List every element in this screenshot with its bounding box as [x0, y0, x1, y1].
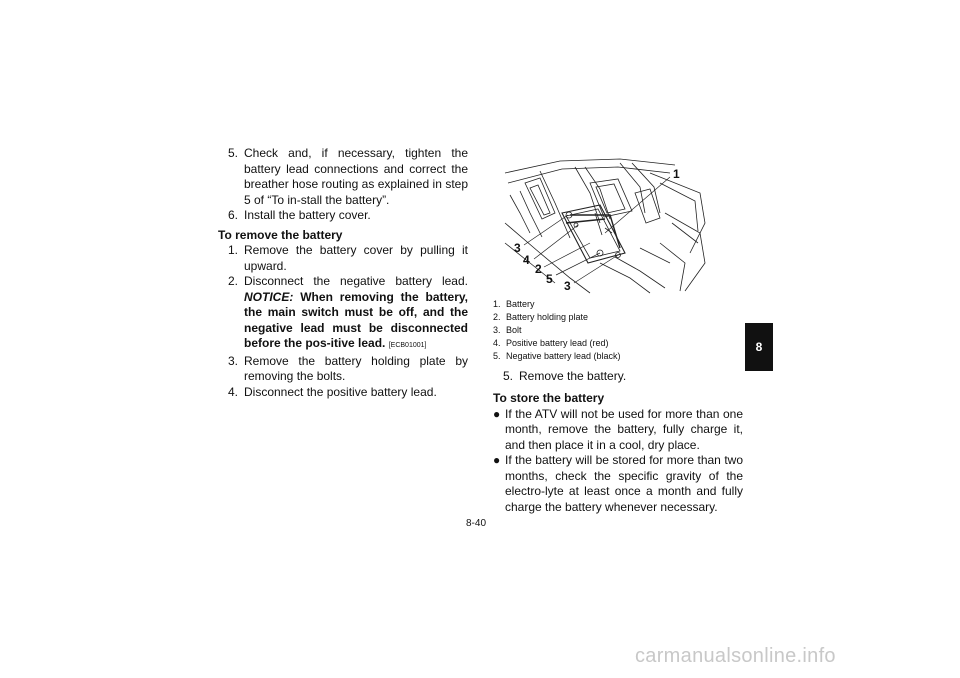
step-item-5 — [218, 146, 468, 208]
store-section — [493, 391, 743, 515]
step-number: 4. — [227, 384, 238, 399]
caption-item — [493, 324, 743, 337]
step-text: Disconnect the negative battery lead. — [244, 274, 468, 288]
notice-text: When removing the battery, the main switch must be off, and the negative lead must be disconnected before the pos-itive lead. — [244, 289, 468, 350]
step-text: Remove the battery holding plate by removing the bolts. — [244, 353, 468, 383]
store-bullet-1 — [493, 407, 743, 454]
left-column — [218, 146, 468, 400]
remove-battery-heading: To remove the battery — [218, 227, 343, 242]
caption-item — [493, 337, 743, 350]
step-number: 6. — [227, 208, 238, 222]
callout-4: 4 — [523, 253, 530, 267]
chapter-tab-label: 8 — [755, 340, 763, 354]
step-number: 3. — [227, 353, 238, 368]
bullet-icon: ● — [493, 406, 501, 421]
caption-text: Negative battery lead (black) — [506, 351, 621, 361]
caption-number: 3. — [493, 325, 501, 335]
bullet-text: If the battery will be stored for more than two months, check the specific gravity of the electro-lyte at least once a month and fully charge the battery whenever necessary. — [505, 453, 743, 514]
step-item-6 — [218, 208, 468, 224]
remove-step-2 — [218, 274, 468, 354]
caption-number: 4. — [493, 338, 501, 348]
callout-5: 5 — [546, 272, 553, 286]
caption-text: Positive battery lead (red) — [506, 338, 609, 348]
caption-number: 5. — [493, 351, 501, 361]
caption-number: 2. — [493, 312, 501, 322]
figure-caption — [493, 298, 743, 363]
step-text-with-notice — [244, 274, 468, 354]
callout-2: 2 — [535, 262, 542, 276]
step-number: 5. — [227, 146, 238, 160]
step-number: 1. — [227, 243, 238, 257]
step-text: Remove the battery. — [519, 369, 627, 383]
caption-item — [493, 350, 743, 363]
step-number: 2. — [227, 274, 238, 288]
battery-illustration — [500, 153, 710, 295]
step-number: 5. — [502, 369, 513, 383]
step-text: Disconnect the positive battery lead. — [244, 384, 437, 399]
remove-step-5 — [493, 369, 743, 385]
caption-text: Battery holding plate — [506, 312, 589, 322]
step-text: Install the battery cover. — [244, 208, 371, 222]
remove-step-3 — [218, 354, 468, 385]
caption-number: 1. — [493, 299, 501, 309]
page-number: 8-40 — [466, 518, 487, 529]
notice-code: [ECB01001] — [388, 342, 427, 349]
caption-text: Battery — [506, 299, 535, 309]
bullet-text: If the ATV will not be used for more than one month, remove the battery, fully charge it, and then place it in a cool, dry place. — [505, 406, 743, 452]
caption-item — [493, 298, 743, 311]
store-battery-heading: To store the battery — [493, 391, 605, 405]
caption-item — [493, 311, 743, 324]
remove-step-1 — [218, 243, 468, 274]
callout-3-upper: 3 — [514, 241, 521, 255]
callout-1: 1 — [673, 167, 680, 181]
watermark: carmanualsonline.info — [635, 645, 836, 667]
step-text: Check and, if necessary, tighten the battery lead connections and correct the breather hose routing as explained in step 5 of “To in-stall the battery”. — [244, 146, 468, 207]
caption-text: Bolt — [506, 325, 522, 335]
store-bullet-2 — [493, 453, 743, 515]
remove-step-4 — [218, 385, 468, 401]
step-text: Remove the battery cover by pulling it upward. — [244, 243, 468, 273]
chapter-tab — [745, 323, 773, 371]
notice-block — [244, 290, 468, 351]
bullet-icon: ● — [493, 453, 501, 467]
notice-label: NOTICE: — [244, 289, 294, 304]
callout-3-lower: 3 — [564, 279, 571, 293]
